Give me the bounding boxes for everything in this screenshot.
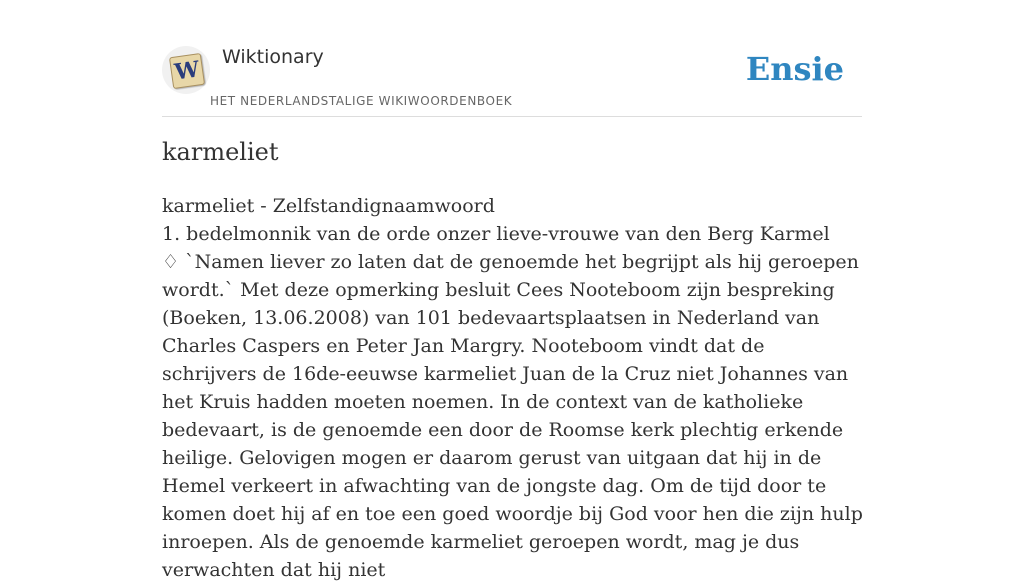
page-title: karmeliet: [162, 138, 279, 166]
entry-definition: 1. bedelmonnik van de orde onzer lieve-vrouwe van den Berg Karmel: [162, 223, 830, 245]
site-subtitle: HET NEDERLANDSTALIGE WIKIWOORDENBOEK: [210, 94, 513, 108]
entry-example: ♢ `Namen liever zo laten dat de genoemde het begrijpt als hij geroepen wordt.` Met deze opmerking besluit Cees Nooteboom zijn bespreking (Boeken, 13.06.2008) van 101 bedevaartsplaatsen in Nederland van Charles Caspers en Peter Jan Margry. Nooteboom vindt dat de schrijvers de 16de-eeuwse karmeliet Juan de la Cruz niet Johannes van het Kruis hadden moeten noemen. In de context van de katholieke bedevaart, is de genoemde een door de Roomse kerk plechtig erkende heilige. Gelovigen mogen er daarom gerust van uitgaan dat hij in de Hemel verkeert in afwachting van de jongste dag. Om de tijd door te komen doet hij af en toe een goed woordje bij God voor hen die zijn hulp inroepen. Als de genoemde karmeliet geroepen wordt, mag je dus verwachten dat hij niet: [162, 251, 863, 581]
site-name[interactable]: Wiktionary: [222, 46, 324, 68]
entry-heading: karmeliet - Zelfstandignaamwoord: [162, 195, 495, 217]
site-header: [162, 44, 862, 117]
entry-content: [162, 192, 864, 584]
ensie-brand-link[interactable]: Ensie: [745, 50, 844, 88]
wiktionary-logo[interactable]: [162, 46, 210, 94]
wiktionary-logo-icon: W: [169, 53, 205, 89]
